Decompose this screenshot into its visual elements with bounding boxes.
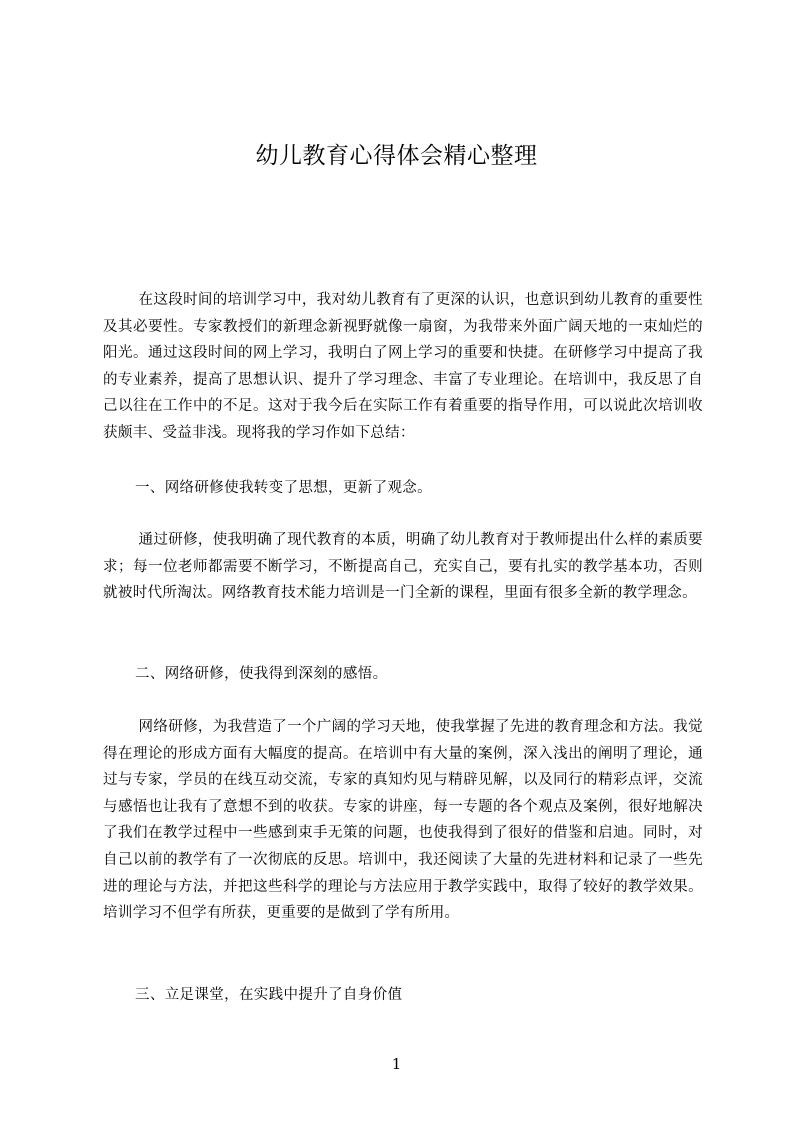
section-heading-3: 三、立足课堂，在实践中提升了自身价值 xyxy=(135,987,403,1003)
section-2-paragraph: 网络研修，为我营造了一个广阔的学习天地，使我掌握了先进的教育理念和方法。我觉得在理论的形成方面有大幅度的提高。在培训中有大量的案例，深入浅出的阐明了理论，通过与专家，学员的在线互动交流，专家的真知灼见与精辟见解，以及同行的精彩点评，交流与感悟也让我有了意想不到的收获。专家的讲座，每一专题的各个观点及案例，很好地解决了我们在教学过程中一些感到束手无策的问题，也使我得到了很好的借鉴和启迪。同时，对自己以前的教学有了一次彻底的反思。培训中，我还阅读了大量的先进材料和记录了一些先进的理论与方法，并把这些科学的理论与方法应用于教学实践中，取得了较好的教学效果。培训学习不但学有所获，更重要的是做到了学有所用。 xyxy=(103,719,703,922)
intro-paragraph-block xyxy=(103,287,703,447)
section-2-paragraph-block xyxy=(103,714,703,927)
intro-paragraph: 在这段时间的培训学习中，我对幼儿教育有了更深的认识，也意识到幼儿教育的重要性及其必要性。专家教授们的新理念新视野就像一扇窗，为我带来外面广阔天地的一束灿烂的阳光。通过这段时间的网上学习，我明白了网上学习的重要和快捷。在研修学习中提高了我的专业素养，提高了思想认识、提升了学习理念、丰富了专业理论。在培训中，我反思了自己以往在工作中的不足。这对于我今后在实际工作有着重要的指导作用，可以说此次培训收获颇丰、受益非浅。现将我的学习作如下总结： xyxy=(103,292,703,441)
document-title: 幼儿教育心得体会精心整理 xyxy=(255,143,538,169)
page-number: 1 xyxy=(391,1055,402,1073)
section-heading-1: 一、网络研修使我转变了思想，更新了观念。 xyxy=(135,480,432,496)
section-1-paragraph: 通过研修，使我明确了现代教育的本质，明确了幼儿教育对于教师提出什么样的素质要求；每一位老师都需要不断学习，不断提高自己，充实自己，要有扎实的教学基本功，否则就被时代所淘汰。网络教育技术能力培训是一门全新的课程，里面有很多全新的教学理念。 xyxy=(103,532,703,602)
section-1-paragraph-block xyxy=(103,527,703,607)
section-heading-2: 二、网络研修，使我得到深刻的感悟。 xyxy=(135,666,388,682)
